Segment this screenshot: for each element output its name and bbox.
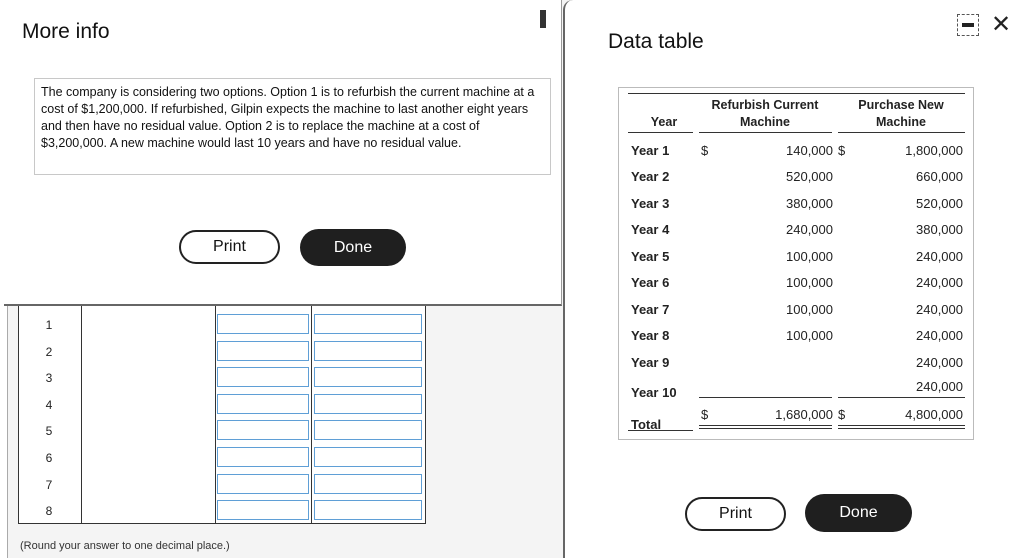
- more-info-done-button[interactable]: Done: [300, 229, 406, 266]
- purchase-value: 240,000: [916, 249, 963, 264]
- year-label: Year 4: [631, 222, 670, 237]
- purchase-dollar: $: [838, 143, 846, 158]
- row-number: 3: [45, 371, 53, 385]
- refurbish-value: 100,000: [786, 328, 833, 343]
- answer-input[interactable]: [314, 420, 422, 440]
- purchase-value: 240,000: [916, 355, 963, 370]
- row-number: 6: [45, 451, 53, 465]
- answer-input[interactable]: [217, 341, 309, 361]
- year-label: Year 9: [631, 355, 670, 370]
- data-table-done-button[interactable]: Done: [805, 494, 912, 532]
- row-number: 5: [45, 424, 53, 438]
- answer-input[interactable]: [217, 474, 309, 494]
- row-number: 1: [45, 318, 53, 332]
- answer-input[interactable]: [314, 367, 422, 387]
- refurbish-value: 100,000: [786, 302, 833, 317]
- total-purchase-dollar: $: [838, 407, 846, 422]
- more-info-print-button[interactable]: Print: [179, 230, 280, 264]
- answer-input[interactable]: [314, 394, 422, 414]
- answer-input[interactable]: [314, 314, 422, 334]
- data-table: [618, 87, 974, 440]
- data-table-dialog: [563, 0, 1024, 558]
- more-info-title: More info: [22, 20, 110, 43]
- data-table-title: Data table: [608, 30, 704, 53]
- total-purchase-value: 4,800,000: [905, 407, 963, 422]
- total-refurbish-dollar: $: [701, 407, 709, 422]
- refurbish-dollar: $: [701, 143, 709, 158]
- year-label: Year 8: [631, 328, 670, 343]
- purchase-value: 660,000: [916, 169, 963, 184]
- answer-input[interactable]: [314, 447, 422, 467]
- row-number: 2: [45, 345, 53, 359]
- year-column-header: Year: [650, 115, 678, 129]
- year-label: Year 1: [631, 143, 670, 158]
- refurbish-value: 140,000: [786, 143, 833, 158]
- purchase-value: 240,000: [916, 275, 963, 290]
- purchase-column-header: Purchase New Machine: [858, 98, 944, 129]
- data-table-print-button[interactable]: Print: [685, 497, 786, 531]
- answer-input[interactable]: [217, 500, 309, 520]
- refurbish-value: 100,000: [786, 275, 833, 290]
- refurbish-value: 100,000: [786, 249, 833, 264]
- total-label: Total: [631, 417, 662, 432]
- answer-input[interactable]: [217, 367, 309, 387]
- purchase-value: 520,000: [916, 196, 963, 211]
- purchase-value: 240,000: [916, 328, 963, 343]
- purchase-value: 240,000: [916, 379, 963, 394]
- year-label: Year 6: [631, 275, 670, 290]
- more-info-text: The company is considering two options. Option 1 is to refurbish the current machine at a cost of $1,200,000. If refurbished, Gilpin expects the machine to last another eight years and then have no residual value. Option 2 is to replace the machine at a cost of $3,200,000. A new machine would last 10 years and have no residual value.: [34, 78, 551, 175]
- refurbish-column-header: Refurbish Current Machine: [711, 98, 819, 129]
- total-refurbish-value: 1,680,000: [775, 407, 833, 422]
- year-label: Year 3: [631, 196, 670, 211]
- row-number: 7: [45, 478, 53, 492]
- refurbish-value: 520,000: [786, 169, 833, 184]
- year-label: Year 10: [631, 385, 677, 400]
- purchase-value: 1,800,000: [905, 143, 963, 158]
- minimize-handle[interactable]: [540, 10, 546, 28]
- answer-input[interactable]: [217, 314, 309, 334]
- answer-input[interactable]: [217, 447, 309, 467]
- answer-input[interactable]: [217, 420, 309, 440]
- year-label: Year 7: [631, 302, 670, 317]
- year-label: Year 5: [631, 249, 670, 264]
- rounding-hint: (Round your answer to one decimal place.): [20, 540, 230, 552]
- refurbish-value: 380,000: [786, 196, 833, 211]
- answer-input[interactable]: [314, 341, 422, 361]
- year-label: Year 2: [631, 169, 670, 184]
- row-number: 4: [45, 398, 53, 412]
- minimize-icon[interactable]: [957, 14, 979, 36]
- refurbish-value: 240,000: [786, 222, 833, 237]
- row-number: 8: [45, 504, 53, 518]
- answer-input[interactable]: [314, 500, 422, 520]
- purchase-value: 240,000: [916, 302, 963, 317]
- answer-input[interactable]: [314, 474, 422, 494]
- purchase-value: 380,000: [916, 222, 963, 237]
- close-icon[interactable]: ✕: [990, 11, 1012, 38]
- more-info-dialog: [4, 0, 562, 306]
- answer-input[interactable]: [217, 394, 309, 414]
